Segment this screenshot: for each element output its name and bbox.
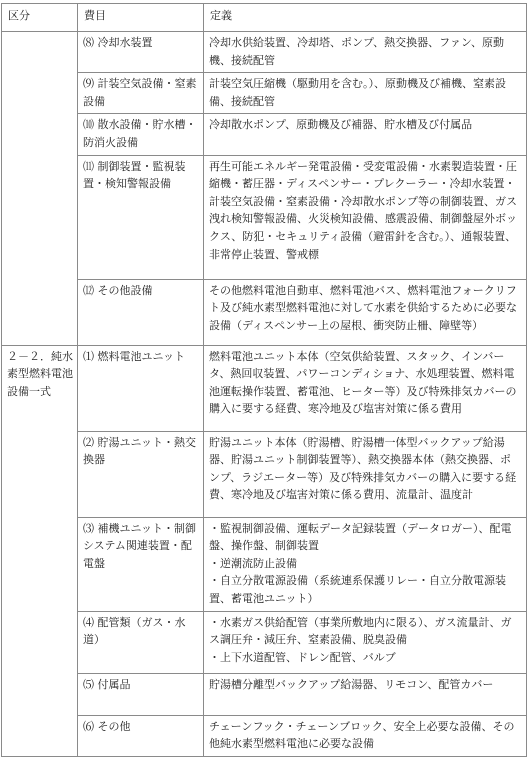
table-row bbox=[2, 114, 527, 155]
table-row bbox=[2, 155, 527, 279]
item-cell: ⑷ 配管類（ガス・水道） bbox=[78, 611, 204, 673]
definition-line: ・逆潮流防止設備 bbox=[209, 556, 297, 570]
table-row bbox=[2, 673, 527, 715]
header-definition: 定義 bbox=[204, 4, 527, 32]
item-cell: ⑴ 燃料電池ユニット bbox=[78, 345, 204, 431]
table-row bbox=[2, 517, 527, 611]
definition-line: ・監視制御設備、運転データ記録装置（データロガー）、配電盤、操作盤、制御装置 bbox=[209, 521, 512, 553]
division-cell-empty bbox=[2, 32, 78, 346]
definition-cell: その他燃料電池自動車、燃料電池バス、燃料電池フォークリフト及び純水素型燃料電池に対して水素を供給するために必要な設備（ディスペンサー上の屋根、衝突防止柵、障壁等） bbox=[204, 279, 527, 345]
table-row bbox=[2, 73, 527, 114]
table-row bbox=[2, 715, 527, 756]
definition-cell bbox=[204, 611, 527, 673]
definition-cell: 冷却水供給装置、冷却塔、ポンプ、熱交換器、ファン、原動機、接続配管 bbox=[204, 32, 527, 73]
item-cell: ⑸ 付属品 bbox=[78, 673, 204, 715]
definition-cell: 燃料電池ユニット本体（空気供給装置、スタック、インバータ、熱回収装置、パワーコンディショナ、水処理装置、燃料電池運転操作装置、蓄電池、ヒーター等）及び特殊排気カバーの購入に要する経費、寒冷地及び塩害対策に係る費用 bbox=[204, 345, 527, 431]
table-row bbox=[2, 345, 527, 431]
item-cell: ⑽ 散水設備・貯水槽・防消火設備 bbox=[78, 114, 204, 155]
item-cell: ⑶ 補機ユニット・制御システム関連装置・配電盤 bbox=[78, 517, 204, 611]
item-cell: ⑾ 制御装置・監視装置・検知警報設備 bbox=[78, 155, 204, 279]
item-cell: ⑵ 貯湯ユニット・熱交換器 bbox=[78, 431, 204, 517]
table-row bbox=[2, 32, 527, 73]
table-row bbox=[2, 611, 527, 673]
table-row bbox=[2, 279, 527, 345]
item-cell: ⑼ 計装空気設備・窒素設備 bbox=[78, 73, 204, 114]
definition-cell: 貯湯槽分離型バックアップ給湯器、リモコン、配管カバー bbox=[204, 673, 527, 715]
header-division: 区分 bbox=[2, 4, 78, 32]
header-item: 費目 bbox=[78, 4, 204, 32]
definition-line: ・水素ガス供給配管（事業所敷地内に限る）、ガス流量計、ガス調圧弁・減圧弁、窒素設備、脱臭設備 bbox=[209, 615, 512, 647]
definition-cell: 計装空気圧縮機（駆動用を含む。）、原動機及び補機、窒素設備、接続配管 bbox=[204, 73, 527, 114]
item-cell: ⑿ その他設備 bbox=[78, 279, 204, 345]
division-cell: ２－２．純水素型燃料電池設備一式 bbox=[2, 345, 78, 756]
definition-line: ・上下水道配管、ドレン配管、バルブ bbox=[209, 650, 396, 664]
cost-definition-table bbox=[1, 3, 527, 757]
definition-line: ・自立分散電源設備（系統連系保護リレー・自立分散電源装置、蓄電池ユニット） bbox=[209, 574, 506, 605]
table-row bbox=[2, 431, 527, 517]
definition-cell bbox=[204, 517, 527, 611]
header-row bbox=[2, 4, 527, 32]
definition-cell: チェーンフック・チェーンブロック、安全上必要な設備、その他純水素型燃料電池に必要な設備 bbox=[204, 715, 527, 756]
definition-cell: 再生可能エネルギー発電設備・受変電設備・水素製造装置・圧縮機・蓄圧器・ディスペンサー・プレクーラー・冷却水装置・計装空気設備・窒素設備・冷却散水ポンプ等の制御装置、ガス洩れ検知警報設備、火災検知設備、感震設備、制御盤屋外ボックス、防犯・セキュリティ設備（避雷針を含む。）、通報装置、非常停止装置、警戒標 bbox=[204, 155, 527, 279]
item-cell: ⑻ 冷却水装置 bbox=[78, 32, 204, 73]
definition-cell: 冷却散水ポンプ、原動機及び補器、貯水槽及び付属品 bbox=[204, 114, 527, 155]
definition-cell: 貯湯ユニット本体（貯湯槽、貯湯槽一体型バックアップ給湯器、貯湯ユニット制御装置等）、熱交換器本体（熱交換器、ポンプ、ラジエーター等）及び特殊排気カバーの購入に要する経費、寒冷地及び塩害対策に係る費用、流量計、温度計 bbox=[204, 431, 527, 517]
item-cell: ⑹ その他 bbox=[78, 715, 204, 756]
